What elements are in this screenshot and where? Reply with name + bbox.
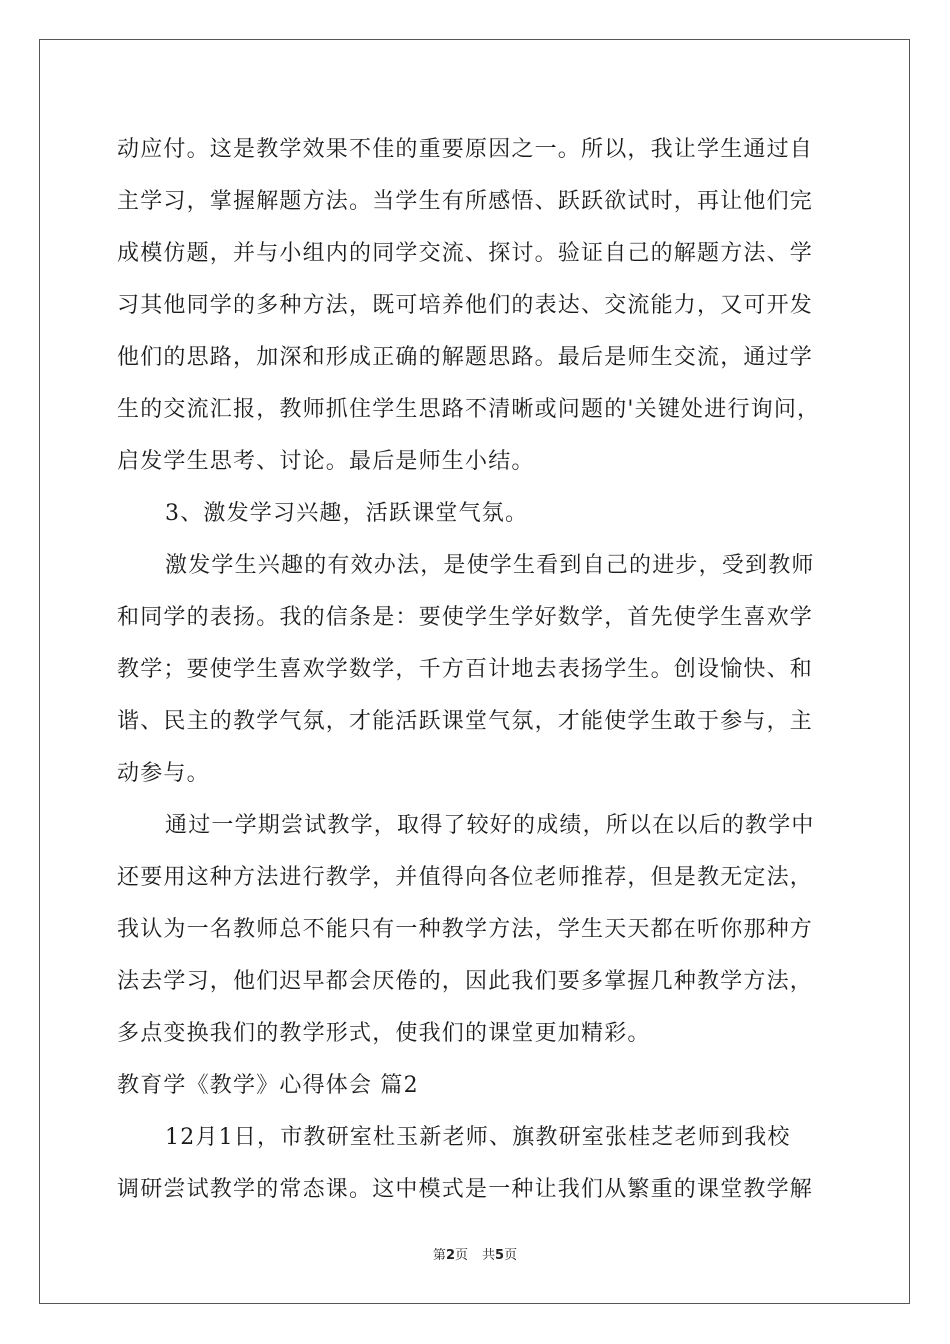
text-line: 调研尝试教学的常态课。这中模式是一种让我们从繁重的课堂教学解 (117, 1177, 814, 1202)
page-number: 2 (445, 1248, 455, 1263)
text-line: 动参与。 (117, 761, 210, 786)
total-pages: 5 (495, 1248, 505, 1263)
text-line: 法去学习，他们迟早都会厌倦的，因此我们要多掌握几种教学方法， (117, 969, 814, 994)
text-line: 多点变换我们的教学形式，使我们的课堂更加精彩。 (117, 1021, 651, 1046)
document-body (117, 124, 837, 1216)
section-heading: 3、激发学习兴趣，活跃课堂气氛。 (165, 501, 529, 526)
text-line: 我认为一名教师总不能只有一种教学方法，学生天天都在听你那种方 (117, 917, 814, 942)
text-line: 生的交流汇报，教师抓住学生思路不清晰或问题的'关键处进行询问， (117, 397, 821, 422)
text-line: 动应付。这是教学效果不佳的重要原因之一。所以，我让学生通过自 (117, 137, 814, 162)
text-line: 12月1日，市教研室杜玉新老师、旗教研室张桂芝老师到我校 (165, 1125, 791, 1150)
page-footer (0, 1244, 950, 1263)
article-title: 教育学《教学》心得体会 篇2 (117, 1073, 419, 1098)
page-suffix: 页 (454, 1248, 468, 1263)
text-line: 通过一学期尝试教学，取得了较好的成绩，所以在以后的教学中 (165, 813, 815, 838)
text-line: 还要用这种方法进行教学，并值得向各位老师推荐，但是教无定法， (117, 865, 814, 890)
text-line: 他们的思路，加深和形成正确的解题思路。最后是师生交流，通过学 (117, 345, 814, 370)
total-suffix: 页 (504, 1248, 518, 1263)
text-line: 教学；要使学生喜欢学数学，千方百计地去表扬学生。创设愉快、和 (117, 657, 814, 682)
text-line: 成模仿题，并与小组内的同学交流、探讨。验证自己的解题方法、学 (117, 241, 814, 266)
text-line: 习其他同学的多种方法，既可培养他们的表达、交流能力，又可开发 (117, 293, 814, 318)
text-line: 主学习，掌握解题方法。当学生有所感悟、跃跃欲试时，再让他们完 (117, 189, 814, 214)
total-prefix: 共 (482, 1248, 496, 1263)
text-line: 谐、民主的教学气氛，才能活跃课堂气氛，才能使学生敢于参与，主 (117, 709, 814, 734)
text-line: 启发学生思考、讨论。最后是师生小结。 (117, 449, 535, 474)
text-line: 和同学的表扬。我的信条是：要使学生学好数学，首先使学生喜欢学 (117, 605, 814, 630)
page-prefix: 第 (432, 1248, 446, 1263)
text-line: 激发学生兴趣的有效办法，是使学生看到自己的进步，受到教师 (165, 553, 815, 578)
